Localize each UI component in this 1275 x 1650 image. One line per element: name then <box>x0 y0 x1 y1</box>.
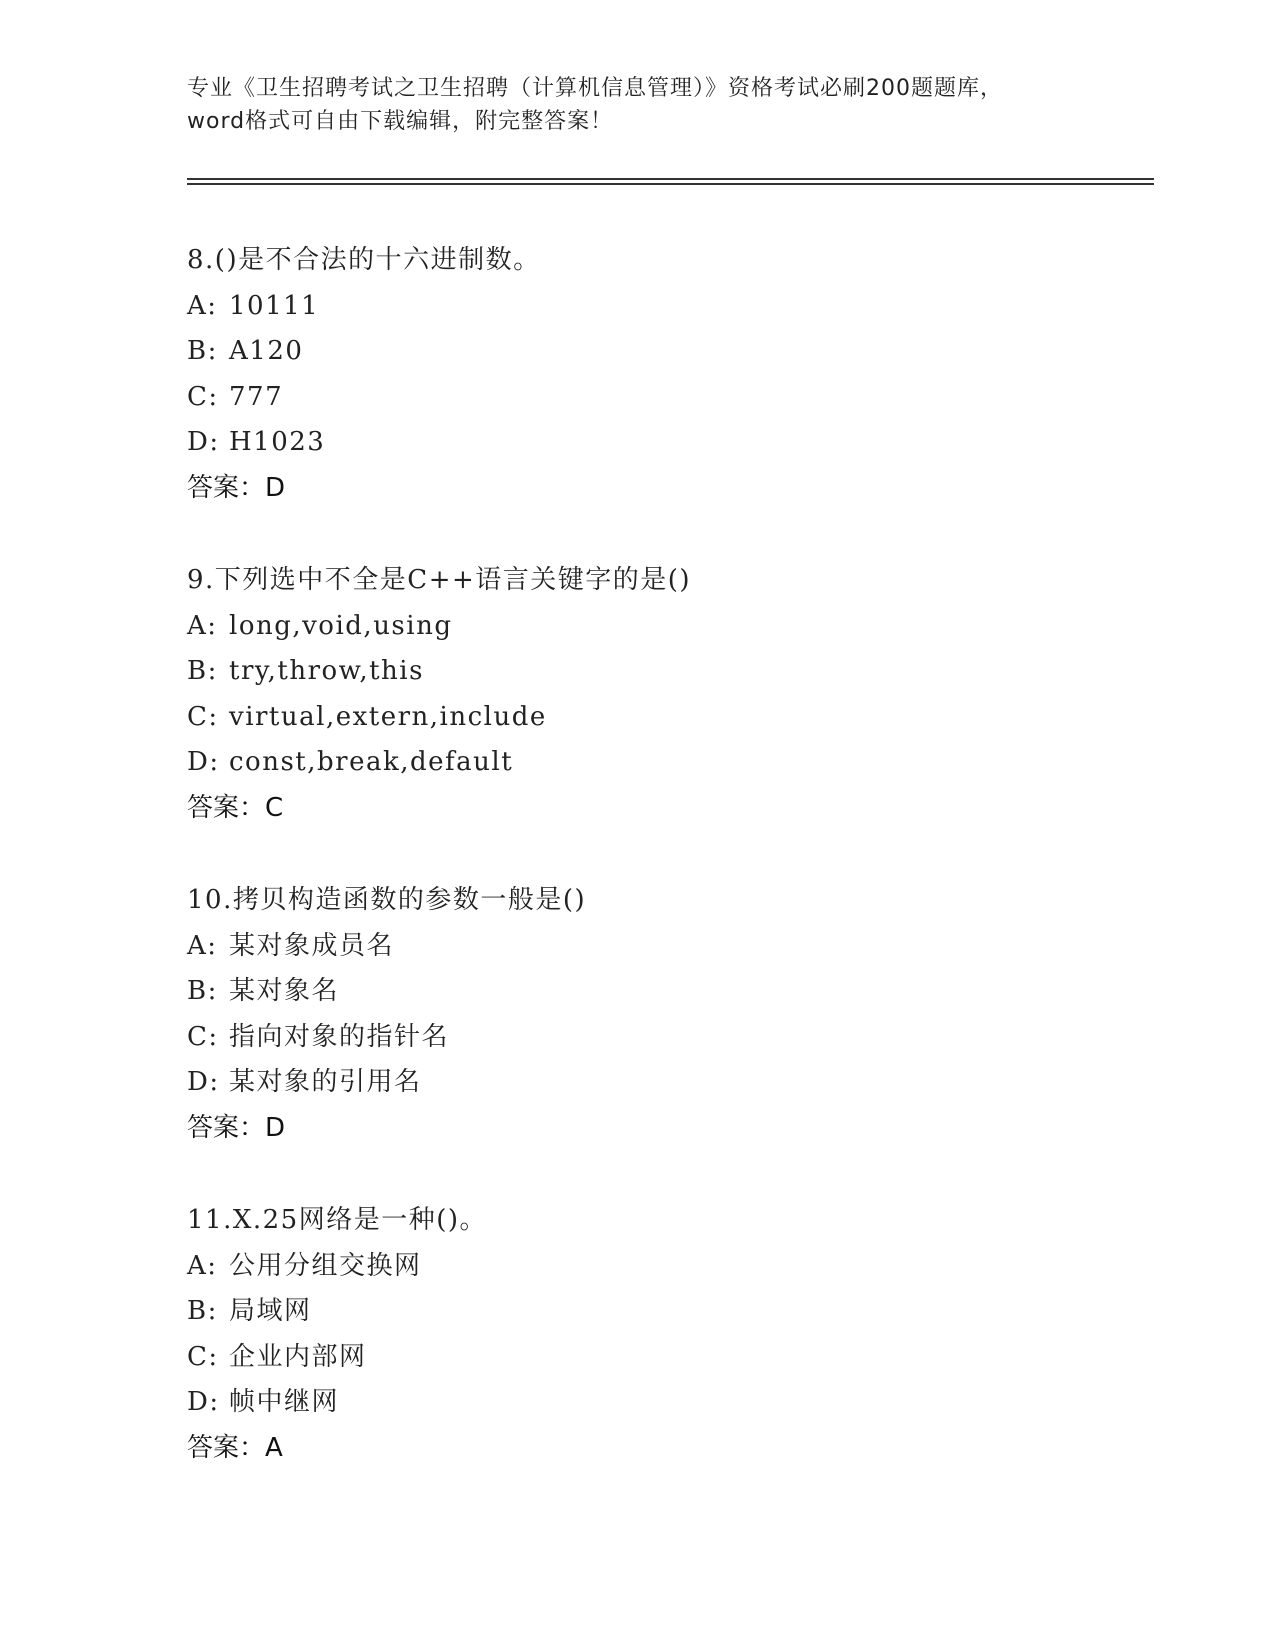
option-label: B: <box>187 1296 218 1326</box>
option-text: 某对象的引用名 <box>229 1067 422 1097</box>
header-divider-bottom <box>187 183 1154 185</box>
option-label: D: <box>187 1387 220 1417</box>
option-text: A120 <box>229 336 304 366</box>
option-label: A: <box>187 930 218 961</box>
option-label: B: <box>187 656 218 686</box>
answer-value: D <box>265 472 286 503</box>
option-d <box>187 420 1147 466</box>
option-label: A: <box>187 290 218 321</box>
option-label: C: <box>187 381 219 412</box>
option-a <box>187 284 1147 330</box>
option-label: C: <box>187 1341 219 1372</box>
document-header <box>187 72 1087 138</box>
question-list <box>187 238 1147 1518</box>
answer-value: D <box>265 1112 286 1143</box>
question-11 <box>187 1198 1147 1518</box>
option-text: H1023 <box>229 427 326 457</box>
question-stem: 8.()是不合法的十六进制数。 <box>187 245 541 275</box>
option-text: 企业内部网 <box>229 1341 367 1372</box>
option-c <box>187 375 1147 421</box>
answer-label: 答案： <box>187 472 266 503</box>
option-label: C: <box>187 701 219 732</box>
option-a <box>187 924 1147 970</box>
header-line-2: word格式可自由下载编辑，附完整答案！ <box>187 109 614 134</box>
option-text: 帧中继网 <box>229 1387 340 1417</box>
answer-label: 答案： <box>187 1432 266 1463</box>
answer-label: 答案： <box>187 792 266 823</box>
option-label: D: <box>187 1067 220 1097</box>
option-text: 777 <box>229 381 284 412</box>
question-stem: 9.下列选中不全是C++语言关键字的是() <box>187 565 692 595</box>
option-text: long,void,using <box>229 610 453 641</box>
option-d <box>187 1380 1147 1426</box>
option-b <box>187 969 1147 1015</box>
option-c <box>187 695 1147 741</box>
answer-line <box>187 1426 1147 1472</box>
option-text: 10111 <box>229 290 320 321</box>
option-label: D: <box>187 427 220 457</box>
question-stem: 10.拷贝构造函数的参数一般是() <box>187 885 587 915</box>
question-stem: 11.X.25网络是一种()。 <box>187 1205 487 1235</box>
option-b <box>187 329 1147 375</box>
option-c <box>187 1015 1147 1061</box>
option-label: A: <box>187 1250 218 1281</box>
question-9 <box>187 558 1147 878</box>
option-a <box>187 604 1147 650</box>
option-text: try,throw,this <box>229 656 424 686</box>
answer-value: C <box>265 792 284 823</box>
question-8 <box>187 238 1147 558</box>
answer-label: 答案： <box>187 1112 266 1143</box>
option-text: 某对象名 <box>229 976 340 1006</box>
option-text: 公用分组交换网 <box>229 1250 422 1281</box>
option-c <box>187 1335 1147 1381</box>
header-divider-top <box>187 178 1154 180</box>
option-text: const,break,default <box>229 747 514 777</box>
option-text: 指向对象的指针名 <box>229 1021 450 1052</box>
option-d <box>187 740 1147 786</box>
option-label: B: <box>187 336 218 366</box>
option-a <box>187 1244 1147 1290</box>
answer-line <box>187 466 1147 512</box>
option-b <box>187 649 1147 695</box>
option-d <box>187 1060 1147 1106</box>
header-line-1: 专业《卫生招聘考试之卫生招聘（计算机信息管理）》资格考试必刷200题题库， <box>187 76 1003 101</box>
answer-line <box>187 786 1147 832</box>
answer-line <box>187 1106 1147 1152</box>
option-text: 某对象成员名 <box>229 930 395 961</box>
option-label: A: <box>187 610 218 641</box>
answer-value: A <box>265 1432 283 1463</box>
option-label: D: <box>187 747 220 777</box>
option-text: virtual,extern,include <box>229 701 547 732</box>
option-label: B: <box>187 976 218 1006</box>
option-label: C: <box>187 1021 219 1052</box>
option-text: 局域网 <box>229 1296 312 1326</box>
option-b <box>187 1289 1147 1335</box>
question-10 <box>187 878 1147 1198</box>
